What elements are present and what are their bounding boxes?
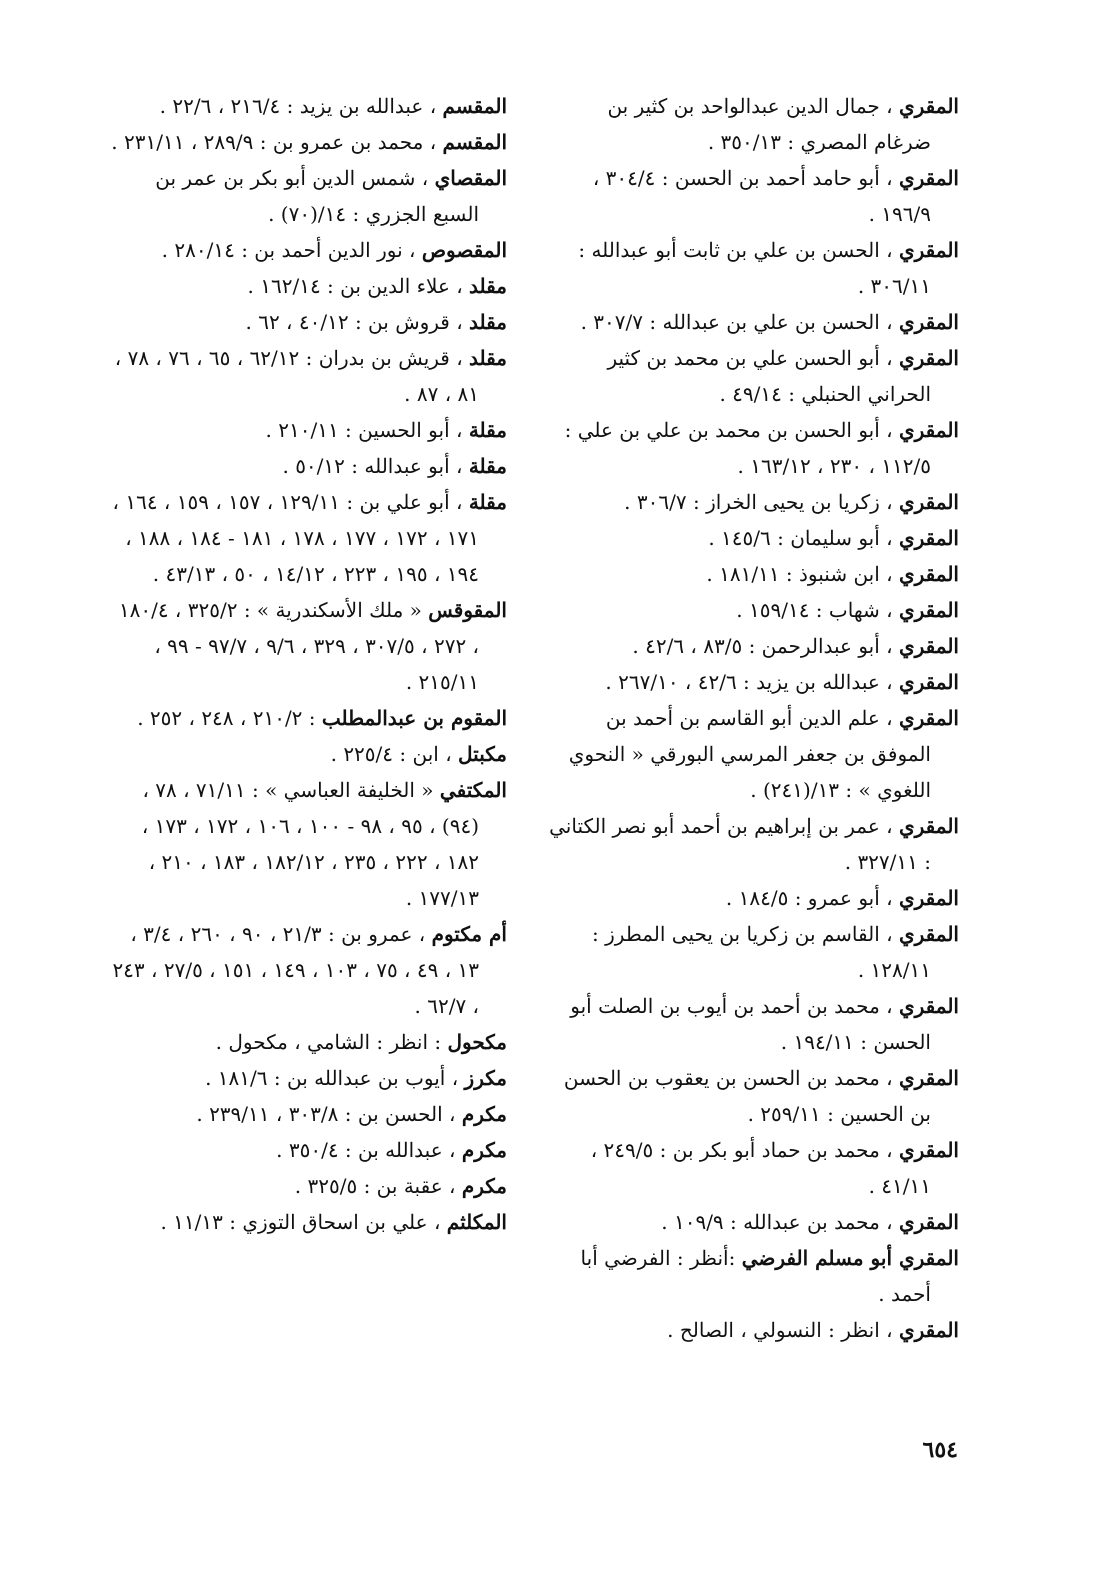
entry-headword: المقسم [442, 94, 507, 118]
entry-headword: المقري [898, 886, 959, 910]
entry-headword: المقري أبو مسلم الفرضي [741, 1246, 959, 1270]
entry-text: ، عقبة بن : ٣٢٥/٥ . [294, 1174, 462, 1198]
entry-text: ، عبدالله بن يزيد : ٢١٦/٤ ، ٢٢/٦ . [159, 94, 443, 118]
entry-headword: المقري [898, 1210, 959, 1234]
entry-text: ، أبو حامد أحمد بن الحسن : ٣٠٤/٤ ، ١٩٦/٩ . [592, 166, 931, 226]
entry-text: ، ابن شنبوذ : ١٨١/١١ . [706, 562, 899, 586]
entry-text: ، علي بن اسحاق التوزي : ١١/١٣ . [160, 1210, 447, 1234]
index-entry [549, 160, 959, 232]
entry-text: « ملك الأسكندرية » : ٣٢٥/٢ ، ١٨٠/٤ ، ٢٧٢ ، ٣٠٧/٥ ، ٣٢٩ ، ٩/٦ ، ٩٧/٧ - ٩٩ ، ٢١٥/١١ . [118, 598, 479, 694]
index-entry [549, 1204, 959, 1240]
entry-headword: المقري [898, 1318, 959, 1342]
index-entry [549, 916, 959, 988]
index-entry [107, 700, 507, 736]
entry-text: ، علاء الدين بن : ١٦٢/١٤ . [247, 274, 470, 298]
entry-headword: المقري [898, 814, 959, 838]
index-entry [107, 304, 507, 340]
entry-headword: مكبتل [458, 742, 507, 766]
index-entry [107, 736, 507, 772]
index-entry [549, 628, 959, 664]
entry-text: ، أبو سليمان : ١٤٥/٦ . [708, 526, 899, 550]
index-entry [549, 1312, 959, 1348]
entry-text: ، عمر بن إبراهيم بن أحمد أبو نصر الكتاني : ٣٢٧/١١ . [549, 814, 931, 874]
index-entry [107, 232, 507, 268]
index-entry [107, 448, 507, 484]
entry-headword: أم مكتوم [431, 922, 507, 946]
entry-headword: المقصوص [421, 238, 507, 262]
index-entry [107, 1204, 507, 1240]
entry-text: ، أبو عبدالله : ٥٠/١٢ . [282, 454, 469, 478]
index-entry [549, 412, 959, 484]
entry-text: ، زكريا بن يحيى الخراز : ٣٠٦/٧ . [624, 490, 899, 514]
index-entry [107, 268, 507, 304]
entry-text: ، قريش بن بدران : ٦٢/١٢ ، ٦٥ ، ٧٦ ، ٧٨ ، ٨١ ، ٨٧ . [114, 346, 479, 406]
index-entry [107, 412, 507, 448]
entry-text: ، الحسن بن علي بن ثابت أبو عبدالله : ٣٠٦/١١ . [578, 238, 931, 298]
entry-headword: المكتفي [439, 778, 507, 802]
index-entry [549, 304, 959, 340]
index-entry [107, 340, 507, 412]
entry-text: ، القاسم بن زكريا بن يحيى المطرز : ١٢٨/١١ . [592, 922, 931, 982]
entry-text: ، جمال الدين عبدالواحد بن كثير بن ضرغام المصري : ٣٥٠/١٣ . [607, 94, 931, 154]
entry-headword: المقري [898, 238, 959, 262]
entry-text: ، أيوب بن عبدالله بن : ١٨١/٦ . [205, 1066, 465, 1090]
entry-text: ، محمد بن أحمد بن أيوب بن الصلت أبو الحسن : ١٩٤/١١ . [570, 994, 931, 1054]
index-entry [107, 772, 507, 916]
index-entry [549, 484, 959, 520]
index-entry [549, 88, 959, 160]
entry-headword: المقوقس [428, 598, 507, 622]
entry-headword: المقري [898, 310, 959, 334]
entry-headword: المقري [898, 418, 959, 442]
entry-headword: المقري [898, 166, 959, 190]
entry-text: ، الحسن بن : ٣٠٣/٨ ، ٢٣٩/١١ . [196, 1102, 462, 1126]
index-entry [107, 484, 507, 592]
entry-headword: مقلد [469, 310, 507, 334]
index-entry [549, 880, 959, 916]
entry-headword: المقري [898, 526, 959, 550]
index-entry [549, 340, 959, 412]
entry-headword: المقصاي [434, 166, 507, 190]
page-number: ٦٥٤ [922, 1437, 958, 1463]
entry-headword: مكرم [461, 1102, 507, 1126]
index-entry [107, 1024, 507, 1060]
index-entry [107, 1132, 507, 1168]
entry-text: :أنظر : الفرضي أبا أحمد . [580, 1246, 931, 1306]
entry-text: ، أبو الحسين : ٢١٠/١١ . [265, 418, 469, 442]
index-column-right [549, 88, 959, 1348]
entry-text: ، عبدالله بن : ٣٥٠/٤ . [276, 1138, 462, 1162]
index-entry [549, 988, 959, 1060]
entry-headword: مقلة [468, 418, 507, 442]
index-entry [107, 1060, 507, 1096]
entry-text: ، علم الدين أبو القاسم بن أحمد بن الموفق بن جعفر المرسي البورقي « النحوي اللغوي » : ١٣/(٢٤١) . [568, 706, 931, 802]
entry-text: ، أبو الحسن بن محمد بن علي بن علي : ١١٢/٥ ، ٢٣٠ ، ١٦٣/١٢ . [564, 418, 931, 478]
index-entry [107, 1096, 507, 1132]
entry-text: ، محمد بن عبدالله : ١٠٩/٩ . [661, 1210, 899, 1234]
entry-headword: مقلد [469, 346, 507, 370]
entry-headword: مكرم [461, 1174, 507, 1198]
entry-text: ، أبو الحسن علي بن محمد بن كثير الحراني الحنبلي : ٤٩/١٤ . [607, 346, 931, 406]
entry-text: ، نور الدين أحمد بن : ٢٨٠/١٤ . [161, 238, 422, 262]
entry-text: ، قروش بن : ٤٠/١٢ ، ٦٢ . [245, 310, 470, 334]
index-entry [107, 160, 507, 232]
index-entry [107, 88, 507, 124]
index-entry [549, 700, 959, 808]
index-entry [107, 916, 507, 1024]
entry-headword: المقري [898, 94, 959, 118]
entry-text: « الخليفة العباسي » : ٧١/١١ ، ٧٨ ، (٩٤) ، ٩٥ ، ٩٨ - ١٠٠ ، ١٠٦ ، ١٧٢ ، ١٧٣ ، ١٨٢ ، ٢٢٢ ، ٢٣٥ ، ١٨٢/١٢ ، ١٨٣ ، ٢١٠ ، ١٧٧/١٣ . [141, 778, 479, 910]
entry-headword: مقلة [468, 490, 507, 514]
index-entry [549, 808, 959, 880]
entry-text: : انظر : الشامي ، مكحول . [215, 1030, 448, 1054]
entry-headword: المقري [898, 994, 959, 1018]
index-column-left [107, 88, 507, 1240]
entry-headword: المقري [898, 634, 959, 658]
entry-text: ، ابن : ٢٢٥/٤ . [330, 742, 459, 766]
entry-headword: المقوم بن عبدالمطلب [321, 706, 507, 730]
entry-text: ، محمد بن عمرو بن : ٢٨٩/٩ ، ٢٣١/١١ . [111, 130, 443, 154]
entry-text: ، شمس الدين أبو بكر بن عمر بن السبع الجزري : ١٤/(٧٠) . [155, 166, 479, 226]
entry-text: ، الحسن بن علي بن عبدالله : ٣٠٧/٧ . [580, 310, 899, 334]
entry-headword: مكحول [447, 1030, 507, 1054]
entry-text: : ٢١٠/٢ ، ٢٤٨ ، ٢٥٢ . [137, 706, 322, 730]
entry-headword: المقري [898, 706, 959, 730]
entry-headword: المكلثم [446, 1210, 507, 1234]
entry-text: ، أبو علي بن : ١٢٩/١١ ، ١٥٧ ، ١٥٩ ، ١٦٤ ، ١٧١ ، ١٧٢ ، ١٧٧ ، ١٧٨ ، ١٨١ - ١٨٤ ، ١٨٨ ، ١٩٤ ، ١٩٥ ، ٢٢٣ ، ١٤/١٢ ، ٥٠ ، ٤٣/١٣ . [112, 490, 479, 586]
index-entry [549, 1060, 959, 1132]
entry-headword: المقري [898, 346, 959, 370]
entry-headword: المقري [898, 1138, 959, 1162]
entry-headword: مكرز [464, 1066, 507, 1090]
index-entry [107, 592, 507, 700]
entry-headword: المقري [898, 490, 959, 514]
entry-text: ، عمرو بن : ٢١/٣ ، ٩٠ ، ٢٦٠ ، ٣/٤ ، ١٣ ، ٤٩ ، ٧٥ ، ١٠٣ ، ١٤٩ ، ١٥١ ، ٢٧/٥ ، ٢٤٣ ، ٦٢/٧ . [112, 922, 479, 1018]
entry-text: ، انظر : النسولي ، الصالح . [667, 1318, 899, 1342]
index-entry [549, 664, 959, 700]
entry-text: ، شهاب : ١٥٩/١٤ . [736, 598, 899, 622]
entry-headword: مكرم [461, 1138, 507, 1162]
entry-headword: المقري [898, 598, 959, 622]
index-entry [549, 1240, 959, 1312]
index-entry [107, 1168, 507, 1204]
entry-headword: المقري [898, 922, 959, 946]
entry-text: ، محمد بن الحسن بن يعقوب بن الحسن بن الحسين : ٢٥٩/١١ . [563, 1066, 931, 1126]
entry-text: ، عبدالله بن يزيد : ٤٢/٦ ، ٢٦٧/١٠ . [605, 670, 899, 694]
entry-text: ، أبو عبدالرحمن : ٨٣/٥ ، ٤٢/٦ . [632, 634, 899, 658]
index-entry [549, 1132, 959, 1204]
entry-headword: المقري [898, 1066, 959, 1090]
index-entry [549, 556, 959, 592]
index-entry [107, 124, 507, 160]
entry-headword: مقلد [469, 274, 507, 298]
index-entry [549, 520, 959, 556]
index-entry [549, 592, 959, 628]
entry-headword: المقري [898, 562, 959, 586]
entry-text: ، محمد بن حماد أبو بكر بن : ٢٤٩/٥ ، ٤١/١١ . [590, 1138, 931, 1198]
entry-text: ، أبو عمرو : ١٨٤/٥ . [725, 886, 899, 910]
index-entry [549, 232, 959, 304]
entry-headword: مقلة [468, 454, 507, 478]
entry-headword: المقري [898, 670, 959, 694]
entry-headword: المقسم [442, 130, 507, 154]
